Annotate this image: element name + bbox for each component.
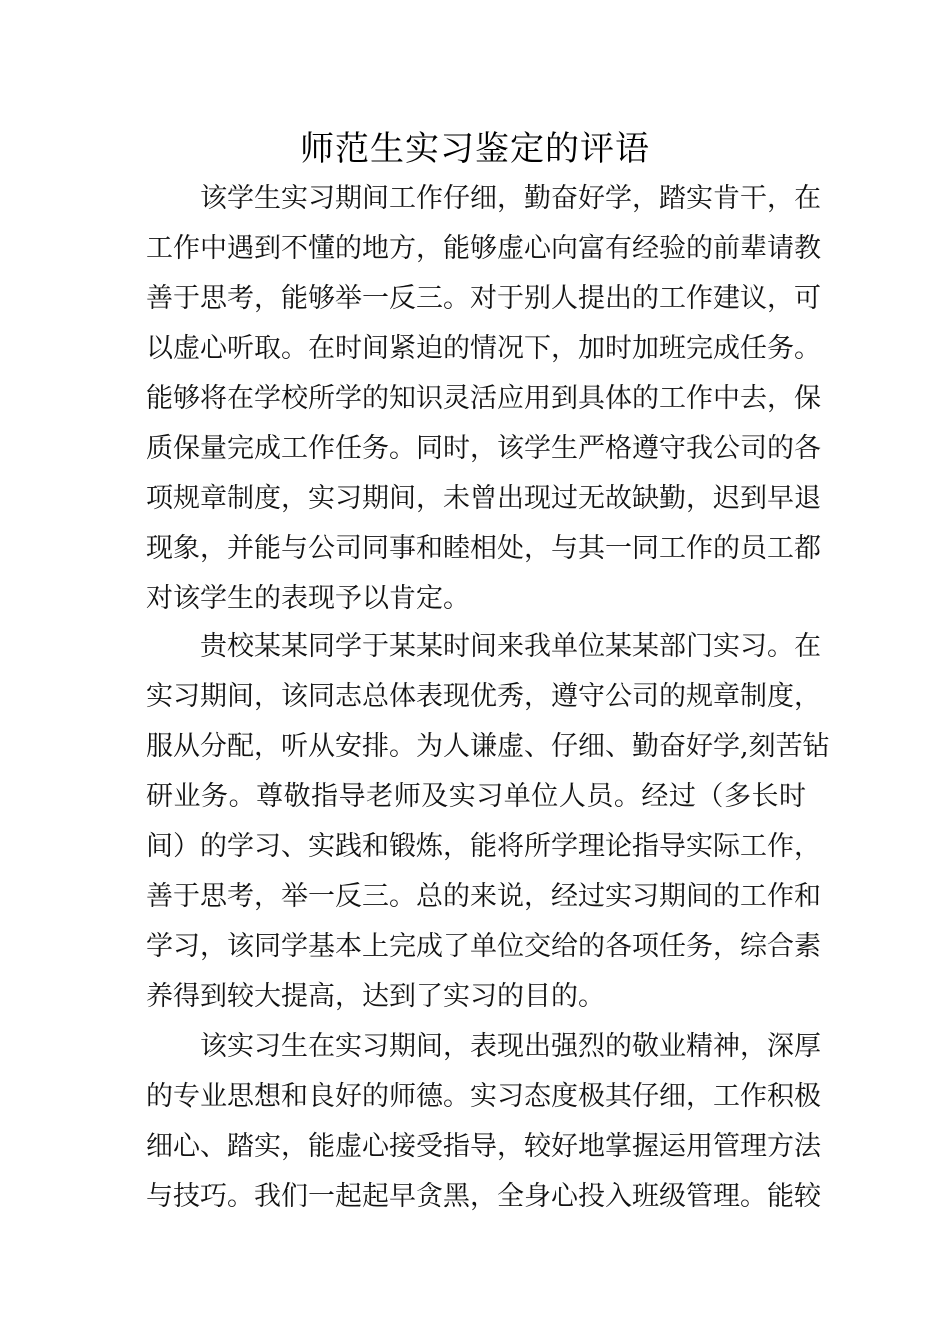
paragraph-1-line-8: 现象，并能与公司同事和睦相处，与其一同工作的员工都 [146, 533, 821, 564]
paragraph-3-line-1: 该实习生在实习期间，表现出强烈的敬业精神，深厚 [200, 1031, 821, 1062]
paragraph-2-line-8: 养得到较大提高，达到了实习的目的。 [146, 981, 605, 1012]
paragraph-2-line-1: 贵校某某同学于某某时间来我单位某某部门实习。在 [200, 631, 821, 662]
paragraph-1-line-7: 项规章制度，实习期间，未曾出现过无故缺勤，迟到早退 [146, 483, 821, 514]
paragraph-1-line-3: 善于思考，能够举一反三。对于别人提出的工作建议，可 [146, 283, 821, 314]
paragraph-2-line-6: 善于思考，举一反三。总的来说，经过实习期间的工作和 [146, 881, 821, 912]
paragraph-3-line-3: 细心、踏实，能虚心接受指导，较好地掌握运用管理方法 [146, 1131, 821, 1162]
paragraph-1-line-1: 该学生实习期间工作仔细，勤奋好学，踏实肯干，在 [200, 183, 821, 214]
paragraph-2-line-4: 研业务。尊敬指导老师及实习单位人员。经过（多长时 [146, 781, 806, 812]
paragraph-1-line-5: 能够将在学校所学的知识灵活应用到具体的工作中去，保 [146, 383, 821, 414]
document-title: 师范生实习鉴定的评语 [300, 129, 650, 169]
paragraph-2-line-5: 间）的学习、实践和锻炼，能将所学理论指导实际工作， [146, 831, 821, 862]
paragraph-1-line-9: 对该学生的表现予以肯定。 [146, 583, 470, 614]
paragraph-2-line-2: 实习期间，该同志总体表现优秀，遵守公司的规章制度， [146, 681, 821, 712]
paragraph-2-line-3: 服从分配，听从安排。为人谦虚、仔细、勤奋好学,刻苦钻 [146, 731, 830, 762]
paragraph-1-line-6: 质保量完成工作任务。同时，该学生严格遵守我公司的各 [146, 433, 821, 464]
paragraph-1-line-4: 以虚心听取。在时间紧迫的情况下，加时加班完成任务。 [146, 333, 821, 364]
paragraph-2-line-7: 学习，该同学基本上完成了单位交给的各项任务，综合素 [146, 931, 821, 962]
paragraph-3-line-2: 的专业思想和良好的师德。实习态度极其仔细，工作积极 [146, 1081, 821, 1112]
paragraph-1-line-2: 工作中遇到不懂的地方，能够虚心向富有经验的前辈请教 [146, 233, 821, 264]
paragraph-3-line-4: 与技巧。我们一起起早贪黑，全身心投入班级管理。能较 [146, 1181, 821, 1212]
